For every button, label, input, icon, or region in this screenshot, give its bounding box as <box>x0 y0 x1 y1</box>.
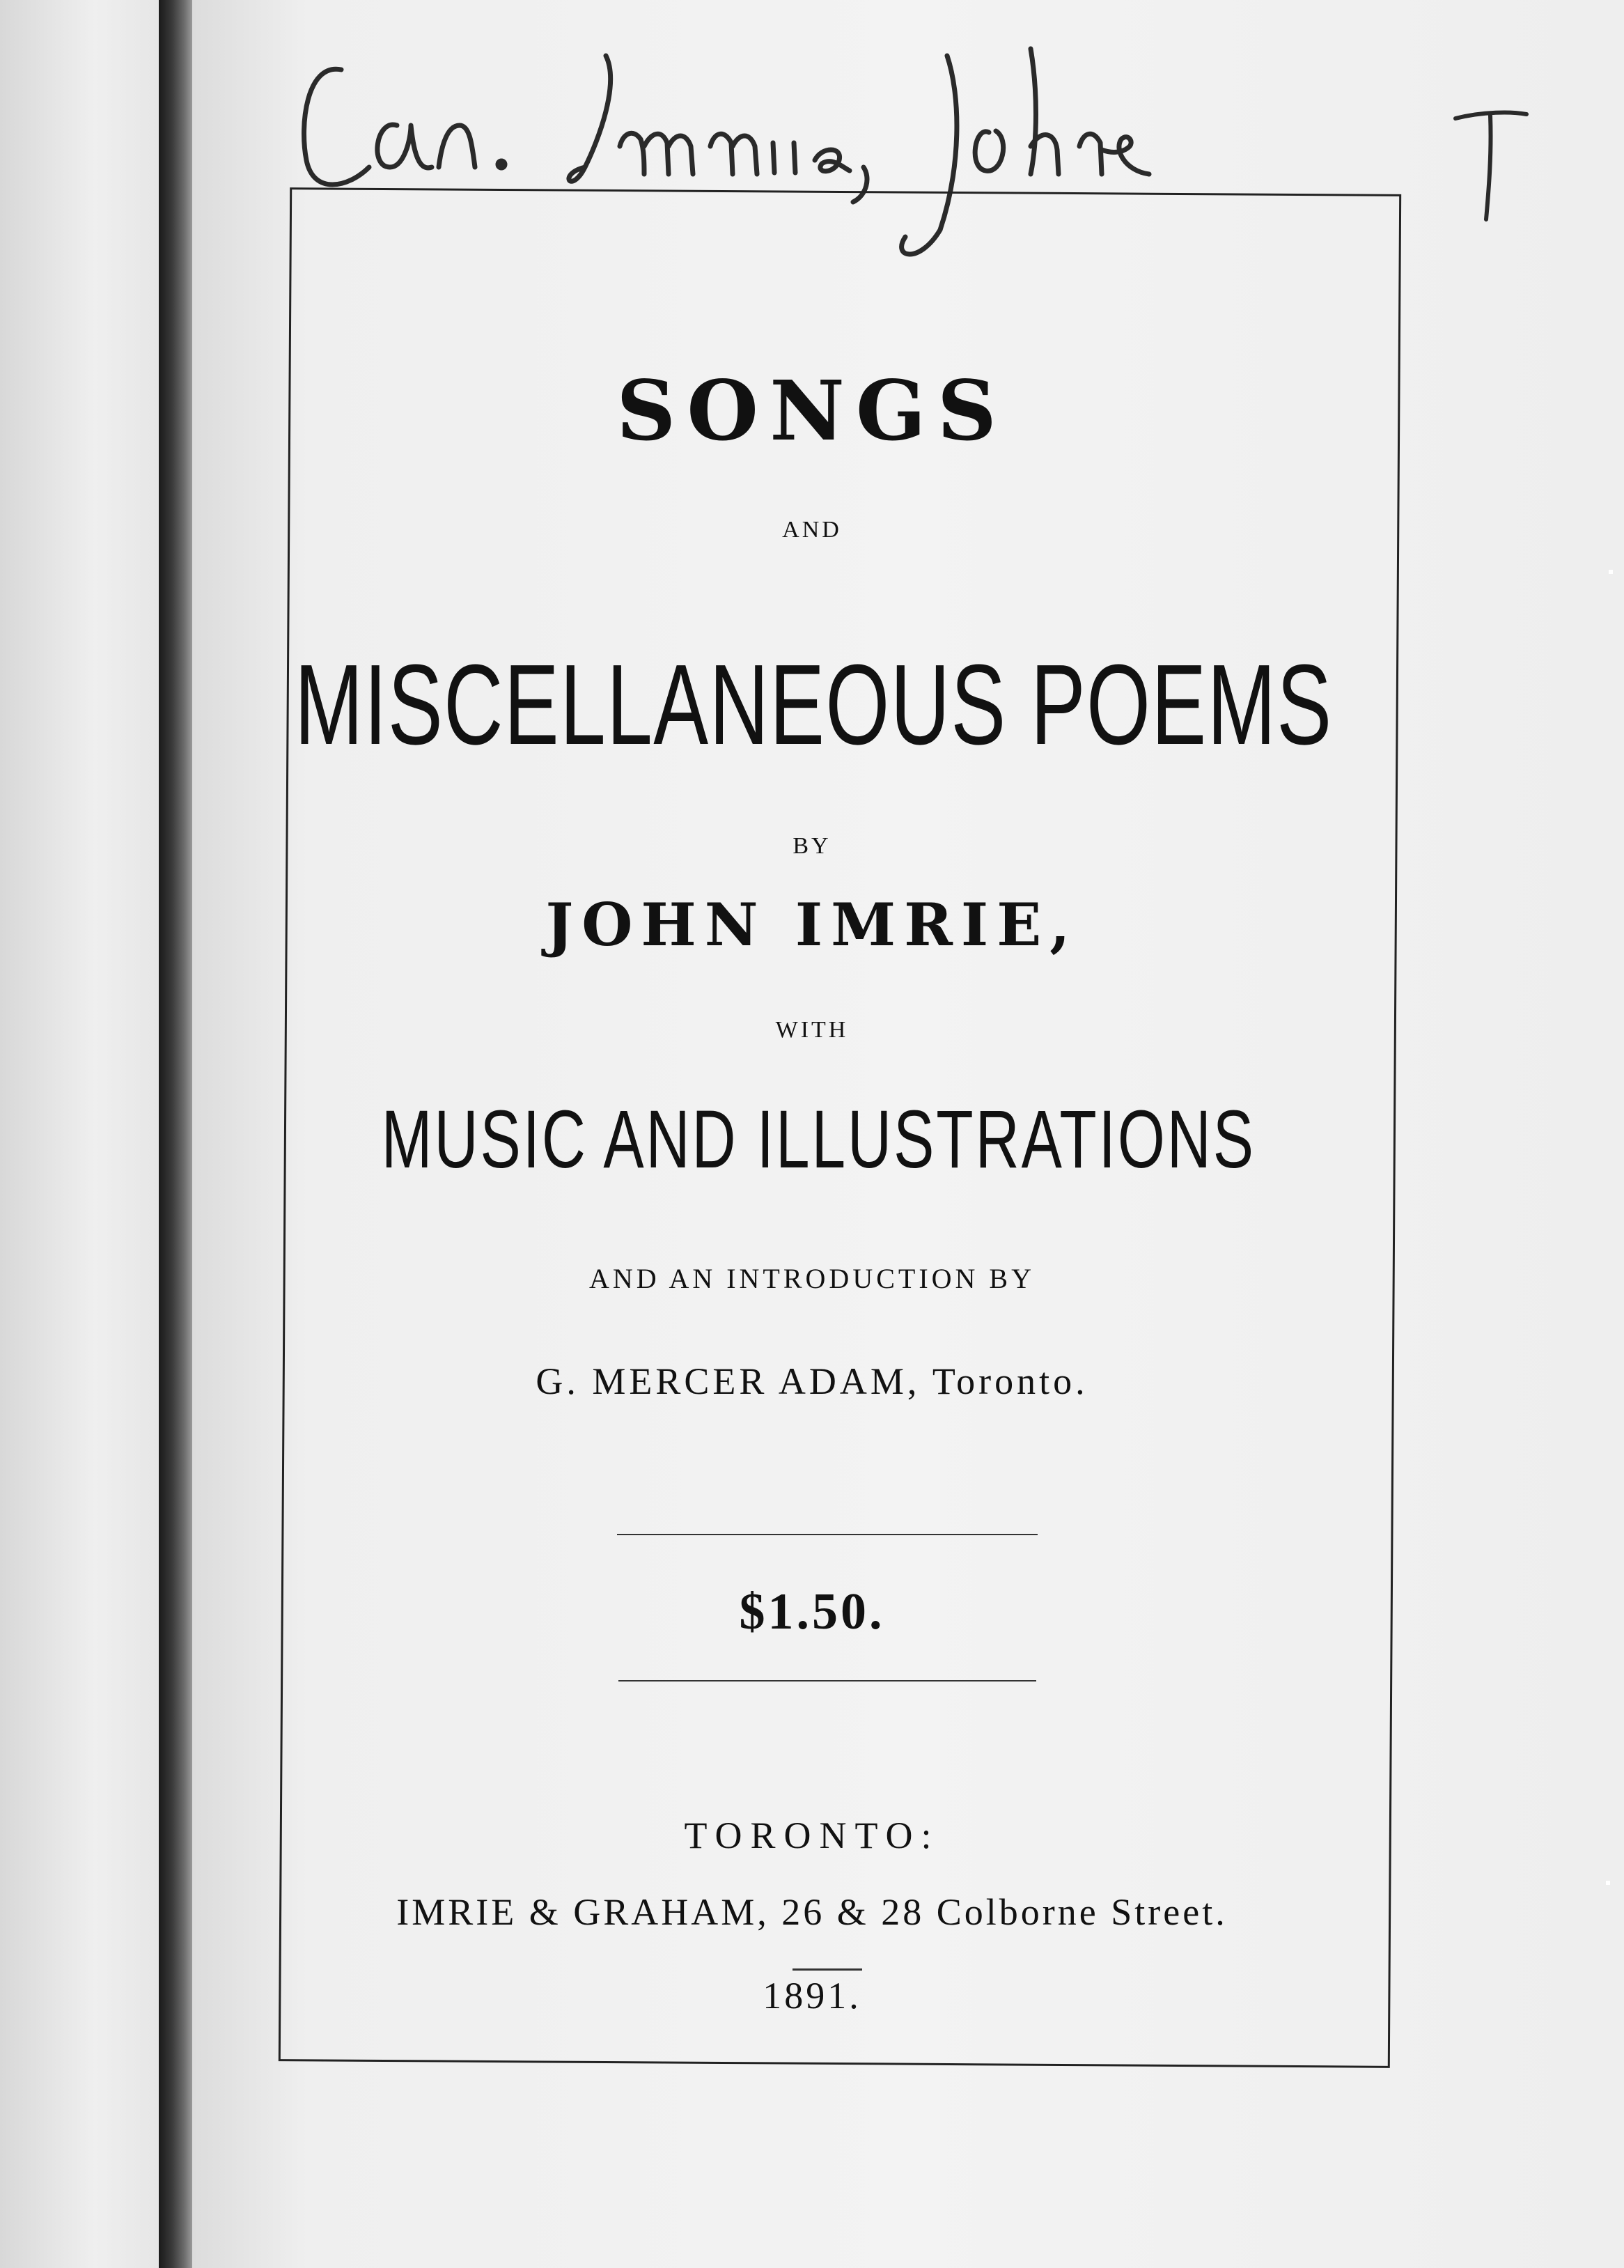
book-subtitle: MUSIC AND ILLUSTRATIONS <box>381 1094 1256 1186</box>
scan-speck <box>1606 1881 1610 1885</box>
book-price: $1.50. <box>739 1583 885 1640</box>
publication-city: TORONTO: <box>684 1815 940 1856</box>
scan-speck <box>1609 570 1613 574</box>
conjunction-and: AND <box>782 517 842 543</box>
divider-bottom <box>618 1680 1036 1681</box>
editor-name: G. MERCER ADAM, Toronto. <box>536 1360 1088 1402</box>
publisher-address: IMRIE & GRAHAM, 26 & 28 Colborne Street. <box>396 1891 1228 1933</box>
divider-year <box>793 1968 862 1971</box>
by-label: BY <box>793 833 831 859</box>
book-title-main: SONGS <box>616 362 1008 459</box>
handwritten-shelf-mark <box>1449 104 1532 223</box>
author-name: JOHN IMRIE, <box>545 890 1079 959</box>
divider-top <box>617 1534 1038 1535</box>
introduction-label: AND AN INTRODUCTION BY <box>589 1263 1035 1294</box>
book-title-sub: MISCELLANEOUS POEMS <box>294 641 1333 768</box>
with-label: WITH <box>775 1017 849 1043</box>
publication-year: 1891. <box>763 1975 861 2017</box>
